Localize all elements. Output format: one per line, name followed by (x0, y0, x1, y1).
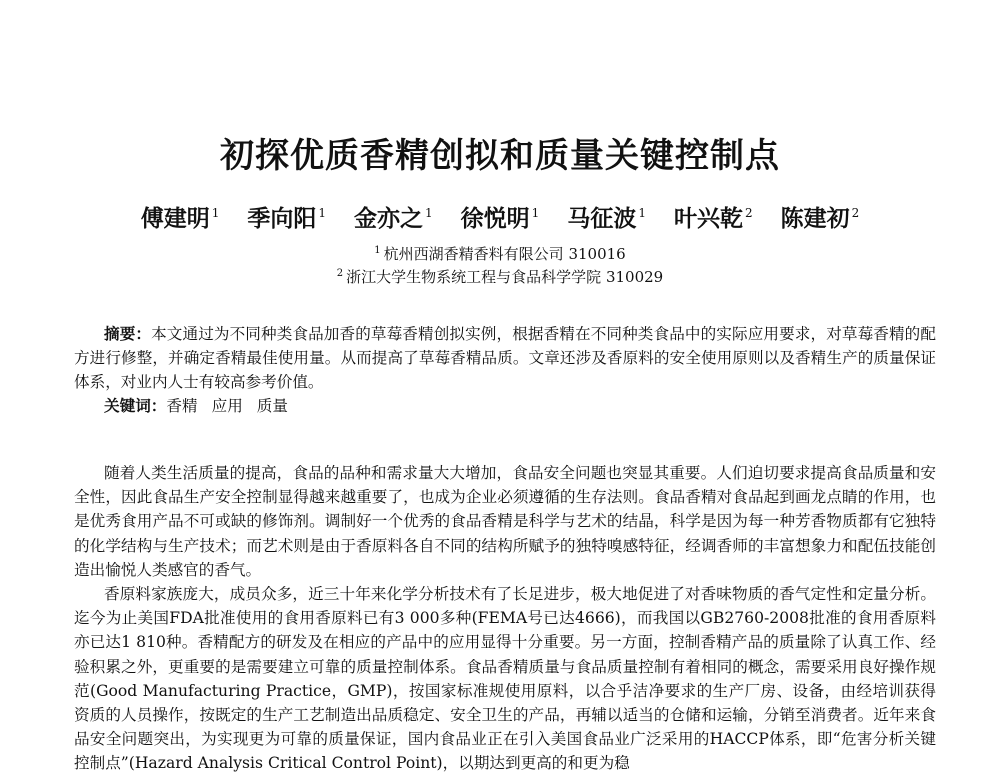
author (674, 200, 753, 233)
affiliation-marker: 1 (638, 206, 646, 221)
author-name: 陈建初 (780, 205, 850, 232)
body-paragraph: 随着人类生活质量的提高，食品的品种和需求量大大增加，食品安全问题也突显其重要。人们迫切要求提高食品质量和安全性，因此食品生产安全控制显得越来越重要了，也成为企业必须遵循的生存法则。食品香精对食品起到画龙点睛的作用，也是优秀食用产品不可或缺的修饰剂。调制好一个优秀的食品香精是科学与艺术的结晶，科学是因为每一种芳香物质都有它独特的化学结构与生产技术；而艺术则是由于香原料各自不同的结构所赋予的独特嗅感特征，经调香师的丰富想象力和配伍技能创造出愉悦人类感官的香气。 (74, 464, 936, 579)
paper-title: 初探优质香精创拟和质量关键控制点 (220, 136, 780, 176)
author-list (0, 200, 1000, 233)
abstract-label: 摘要： (104, 325, 152, 343)
body-paragraph: 香原料家族庞大，成员众多，近三十年来化学分析技术有了长足进步，极大地促进了对香味物质的香气定性和定量分析。迄今为止美国FDA批准使用的食用香原料已有3 000多种(FEMA号已达4666)，而我国以GB2760-2008批准的食用香原料亦已达1 810种。香精配方的研发及在相应的产品中的应用显得十分重要。另一方面，控制香精产品的质量除了认真工作、经验积累之外，更重要的是需要建立可靠的质量控制体系。食品香精质量与食品质量控制有着相同的概念，需要采用良好操作规范(Good Manufacturing Practice，GMP)，按国家标准规使用原料，以合乎洁净要求的生产厂房、设备，由经培训获得资质的人员操作，按既定的生产工艺制造出品质稳定、安全卫生的产品，再辅以适当的仓储和运输，分销至消费者。近年来食品安全问题突出，为实现更为可靠的质量保证，国内食品业正在引入美国食品业广泛采用的HACCP体系，即“危害分析关键控制点”(Hazard Analysis Critical Control Point)，以期达到更高的和更为稳 (74, 585, 936, 773)
abstract-text: 本文通过为不同种类食品加香的草莓香精创拟实例，根据香精在不同种类食品中的实际应用要求，对草莓香精的配方进行修整，并确定香精最佳使用量。从而提高了草莓香精品质。文章还涉及香原料的安全使用原则以及香精生产的质量保证体系，对业内人士有较高参考价值。 (74, 325, 936, 391)
affiliation-marker: 2 (851, 206, 860, 221)
author-name: 傅建明 (140, 205, 210, 232)
affiliation-text: 杭州西湖香精香料有限公司 310016 (383, 245, 626, 263)
author-name: 徐悦明 (460, 205, 530, 232)
body-text (74, 461, 936, 776)
affiliation-number: 1 (374, 245, 381, 256)
affiliation-marker: 1 (318, 206, 326, 221)
affiliation-marker: 1 (211, 206, 220, 221)
affiliation-text: 浙江大学生物系统工程与食品科学学院 310029 (346, 268, 664, 286)
author (781, 200, 860, 233)
affiliation-1 (0, 243, 1000, 264)
keyword: 香精 (166, 397, 198, 415)
author (567, 200, 646, 233)
affiliation-number: 2 (336, 268, 344, 279)
keyword: 应用 (211, 397, 243, 415)
affiliation-marker: 2 (744, 206, 753, 221)
abstract-section (74, 322, 936, 418)
affiliation-2 (0, 266, 1000, 287)
author (461, 200, 540, 233)
affiliation-marker: 1 (531, 206, 540, 221)
abstract-paragraph (74, 322, 936, 394)
author (247, 200, 326, 233)
author-name: 叶兴乾 (673, 205, 743, 232)
keyword: 质量 (256, 397, 288, 415)
keywords-label: 关键词： (104, 397, 167, 415)
affiliation-marker: 1 (425, 206, 433, 221)
author (354, 200, 433, 233)
author (141, 200, 220, 233)
author-name: 马征波 (567, 205, 637, 232)
keywords-line (74, 394, 936, 418)
author-name: 季向阳 (247, 205, 317, 232)
author-name: 金亦之 (354, 205, 424, 232)
